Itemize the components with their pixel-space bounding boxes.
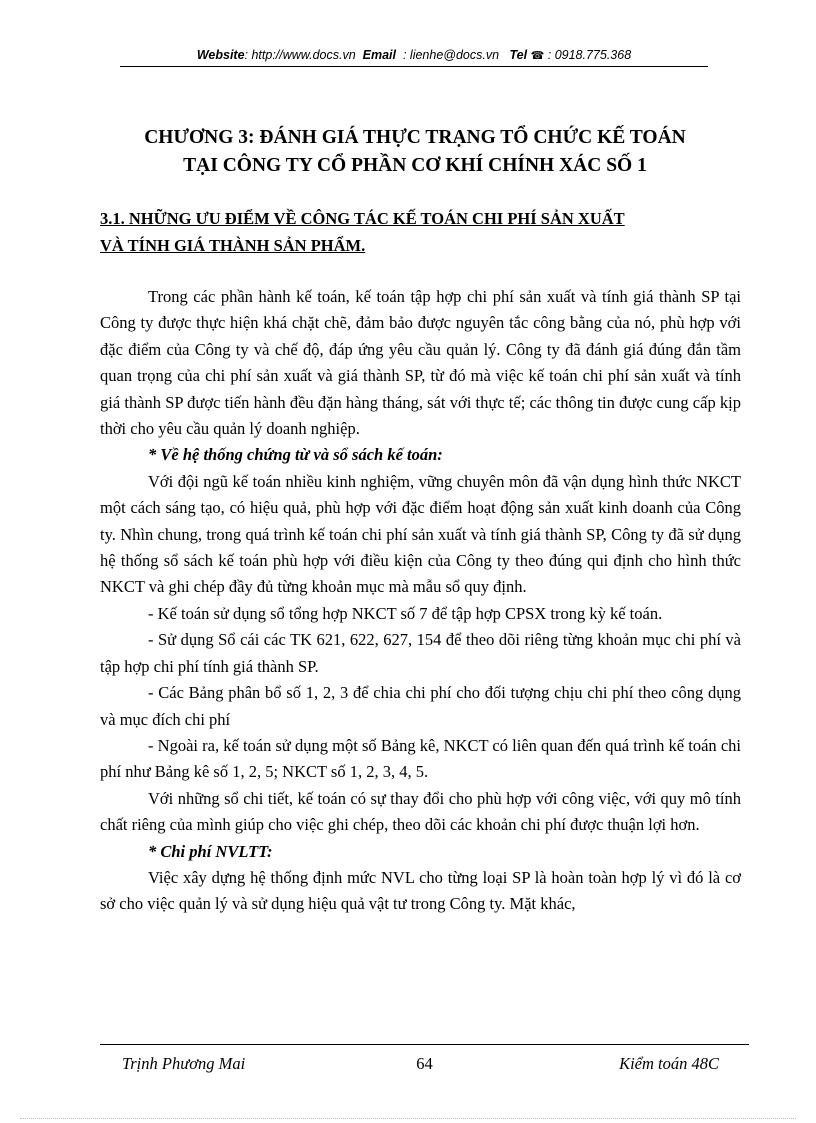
subheading-documents: * Về hệ thống chứng từ và sổ sách kế toán:: [148, 445, 443, 465]
page-header: [120, 48, 708, 62]
footer-page-number: 64: [416, 1054, 433, 1073]
footer-class: Kiểm toán 48C: [619, 1054, 719, 1073]
chapter-title: [60, 124, 770, 180]
phone-icon: ☎: [530, 50, 545, 62]
header-divider: [120, 66, 708, 67]
chapter-title-line-2: TẠI CÔNG TY CỔ PHẦN CƠ KHÍ CHÍNH XÁC SỐ 1: [183, 155, 647, 176]
paragraph: Trong các phần hành kế toán, kế toán tập hợp chi phí sản xuất và tính giá thành SP tại Công ty được thực hiện khá chặt chẽ, đảm bảo được nguyên tắc công bằng của nó, phù hợp với đặc điểm của Công ty và chế độ, đáp ứng yêu cầu quản lý. Công ty đã đánh giá đúng đắn tầm quan trọng của chi phí sản xuất và giá thành SP, từ đó mà việc kế toán chi phí sản xuất và tính giá thành SP được tiến hành đều đặn hàng tháng, sát với thực tế; các thông tin được cung cấp kịp thời cho yêu cầu quản lý doanh nghiệp.: [100, 287, 741, 439]
paragraph: Với đội ngũ kế toán nhiều kinh nghiệm, vững chuyên môn đã vận dụng hình thức NKCT một cách sáng tạo, có hiệu quả, phù hợp với đặc điểm hoạt động sản xuất kinh doanh của Công ty. Nhìn chung, trong quá trình kế toán chi phí sản xuất và tính giá thành SP, Công ty đã sử dụng hệ thống sổ sách kế toán phù hợp với điều kiện của Công ty theo đúng qui định cho hình thức NKCT và ghi chép đầy đủ từng khoản mục mà mẫu sổ quy định.: [100, 471, 741, 597]
list-item: - Các Bảng phân bổ số 1, 2, 3 để chia chi phí cho đối tượng chịu chi phí theo công dụng và mục đích chi phí: [100, 683, 741, 729]
subheading-material-cost: * Chi phí NVLTT:: [148, 841, 273, 861]
page-footer: [100, 1054, 749, 1076]
footer-divider: [100, 1044, 749, 1045]
tel-value: : 0918.775.368: [547, 48, 632, 62]
list-item: - Ngoài ra, kế toán sử dụng một số Bảng kê, NKCT có liên quan đến quá trình kế toán chi phí như Bảng kê số 1, 2, 5; NKCT số 1, 2, 3, 4, 5.: [100, 735, 741, 782]
page-bottom-border: [20, 1118, 796, 1119]
paragraph: Với những sổ chi tiết, kế toán có sự thay đổi cho phù hợp với công việc, với quy mô tính chất riêng của mình giúp cho việc ghi chép, theo dõi các khoản chi phí được thuận lợi hơn.: [100, 788, 741, 835]
tel-label: Tel: [509, 48, 528, 62]
section-heading-line-1: 3.1. NHỮNG ƯU ĐIỂM VỀ CÔNG TÁC KẾ TOÁN CHI PHÍ SẢN XUẤT: [100, 209, 625, 228]
section-heading-line-2: VÀ TÍNH GIÁ THÀNH SẢN PHẨM.: [100, 236, 366, 255]
footer-author: Trịnh Phương Mai: [122, 1054, 246, 1073]
section-heading: [100, 205, 760, 259]
paragraph: Việc xây dựng hệ thống định mức NVL cho từng loại SP là hoàn toàn hợp lý vì đó là cơ sở cho việc quản lý và sử dụng hiệu quả vật tư trong Công ty. Mặt khác,: [100, 867, 741, 914]
email-label: Email: [362, 48, 397, 62]
email-value: : lienhe@docs.vn: [402, 48, 500, 62]
website-value: : http://www.docs.vn: [244, 48, 356, 62]
body-text: [100, 284, 741, 918]
chapter-title-line-1: CHƯƠNG 3: ĐÁNH GIÁ THỰC TRẠNG TỔ CHỨC KẾ TOÁN: [144, 127, 686, 148]
list-item: - Sử dụng Sổ cái các TK 621, 622, 627, 154 để theo dõi riêng từng khoản mục chi phí và tập hợp chi phí tính giá thành SP.: [100, 630, 741, 676]
website-label: Website: [196, 48, 245, 62]
list-item: - Kế toán sử dụng sổ tổng hợp NKCT số 7 để tập hợp CPSX trong kỳ kế toán.: [148, 603, 663, 623]
